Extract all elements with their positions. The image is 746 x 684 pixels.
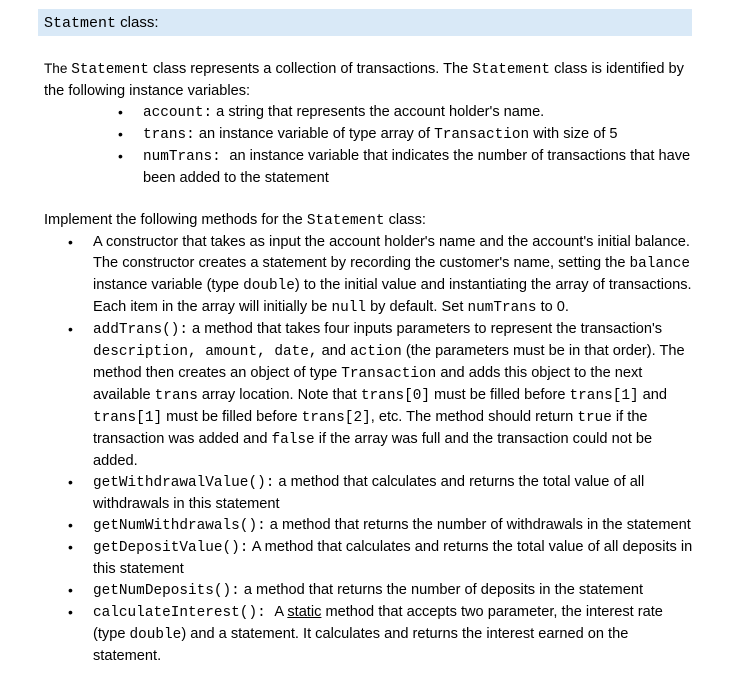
var-desc: a string that represents the account holder's name. xyxy=(212,104,545,120)
text: ) to the initial value and instantiating the array of transactions. Each item in the array will initially be xyxy=(93,277,692,315)
text: a method that returns the number of withdrawals in the statement xyxy=(265,517,691,533)
code: trans xyxy=(154,388,198,404)
intro-text-3: class is identified by the following instance variables: xyxy=(44,61,684,99)
text: and xyxy=(638,387,668,403)
text: if the array was full and the transaction could not be added. xyxy=(93,431,653,469)
text: , etc. The method should return xyxy=(370,409,578,425)
code: balance xyxy=(629,256,690,272)
static-keyword: static xyxy=(287,604,322,620)
bullet-icon: • xyxy=(118,104,123,120)
text: if the transaction was added and xyxy=(93,409,648,447)
intro-text-2: class represents a collection of transactions. The xyxy=(148,61,473,77)
var-type: Transaction xyxy=(434,127,530,143)
method-getwithdrawalvalue xyxy=(68,472,694,515)
code: getNumDeposits(): xyxy=(93,583,240,599)
code: trans[0] xyxy=(360,388,430,404)
bullet-icon: • xyxy=(68,582,73,598)
var-name: account: xyxy=(143,105,213,121)
bullet-icon: • xyxy=(68,604,73,620)
code: calculateInterest(): xyxy=(93,605,275,621)
list-item xyxy=(118,124,694,146)
text: must be filled before xyxy=(162,409,302,425)
header-class-name: Statment xyxy=(44,15,117,32)
bullet-icon: • xyxy=(68,474,73,490)
intro-paragraph xyxy=(44,58,694,102)
code: addTrans(): xyxy=(93,322,188,338)
text: A xyxy=(274,604,288,620)
text: array location. Note that xyxy=(197,387,361,403)
var-desc: an instance variable that indicates the number of transactions that have been added to the statement xyxy=(143,148,691,186)
text: by default. Set xyxy=(366,299,468,315)
method-addtrans xyxy=(68,319,694,472)
var-desc-2: with size of 5 xyxy=(529,126,618,142)
list-item xyxy=(118,146,694,189)
code: getWithdrawalValue(): xyxy=(93,475,275,491)
bullet-icon: • xyxy=(68,234,73,250)
text: a method that returns the number of deposits in the statement xyxy=(239,582,643,598)
code: getNumWithdrawals(): xyxy=(93,518,266,534)
code: null xyxy=(331,300,367,316)
method-constructor xyxy=(68,232,694,319)
code: getDepositValue(): xyxy=(93,540,249,556)
text: a method that calculates and returns the total value of all withdrawals in this statement xyxy=(93,474,645,512)
code: true xyxy=(577,410,612,426)
text: method that accepts two parameter, the interest rate (type xyxy=(93,604,663,642)
impl-text-1: Implement the following methods for the xyxy=(44,212,307,228)
header-label: class: xyxy=(116,14,159,31)
code: trans[1] xyxy=(93,410,163,426)
text: must be filled before xyxy=(430,387,570,403)
code: double xyxy=(129,627,182,643)
bullet-icon: • xyxy=(118,148,123,164)
text: A constructor that takes as input the account holder's name and the account's initial balance. The constructor creates a statement by recording the customer's name, setting the xyxy=(93,234,690,271)
code: double xyxy=(243,278,295,294)
code: action xyxy=(350,344,402,360)
instance-variables-list xyxy=(44,102,694,189)
text: and xyxy=(317,343,350,359)
text: a method that takes four inputs parameters to represent the transaction's xyxy=(188,321,663,337)
bullet-icon: • xyxy=(68,321,73,337)
list-item xyxy=(118,102,694,124)
method-getdepositvalue xyxy=(68,537,694,580)
text: to 0. xyxy=(536,299,569,315)
method-calculateinterest xyxy=(68,602,694,667)
intro-code-1: Statement xyxy=(71,62,149,78)
bullet-icon: • xyxy=(118,126,123,142)
bullet-icon: • xyxy=(68,539,73,555)
code: trans[2] xyxy=(301,410,371,426)
method-getnumwithdrawals xyxy=(68,515,694,537)
code: false xyxy=(271,432,315,448)
methods-list xyxy=(44,232,694,667)
method-getnumdeposits xyxy=(68,580,694,602)
code: Transaction xyxy=(341,366,437,382)
bullet-icon: • xyxy=(68,517,73,533)
intro-text-1: The xyxy=(44,61,72,76)
var-desc: an instance variable of type array of xyxy=(194,126,435,142)
code: numTrans xyxy=(467,300,537,316)
text: and adds this object to the next available xyxy=(93,365,643,403)
intro-code-2: Statement xyxy=(472,62,551,78)
implement-paragraph xyxy=(44,210,694,232)
document-body xyxy=(44,58,694,667)
var-name: numTrans: xyxy=(143,149,230,165)
text: instance variable (type xyxy=(93,277,244,293)
section-header xyxy=(38,9,692,36)
code: trans[1] xyxy=(569,388,639,404)
var-name: trans: xyxy=(143,127,195,143)
impl-text-2: class: xyxy=(384,212,426,228)
text: (the parameters must be in that order). The method then creates an object of type xyxy=(93,343,685,381)
impl-code-1: Statement xyxy=(306,213,385,229)
text: ) and a statement. It calculates and returns the interest earned on the statement. xyxy=(93,626,629,664)
text: A method that calculates and returns the total value of all deposits in this statement xyxy=(93,539,693,577)
code: description, amount, date, xyxy=(93,344,318,360)
